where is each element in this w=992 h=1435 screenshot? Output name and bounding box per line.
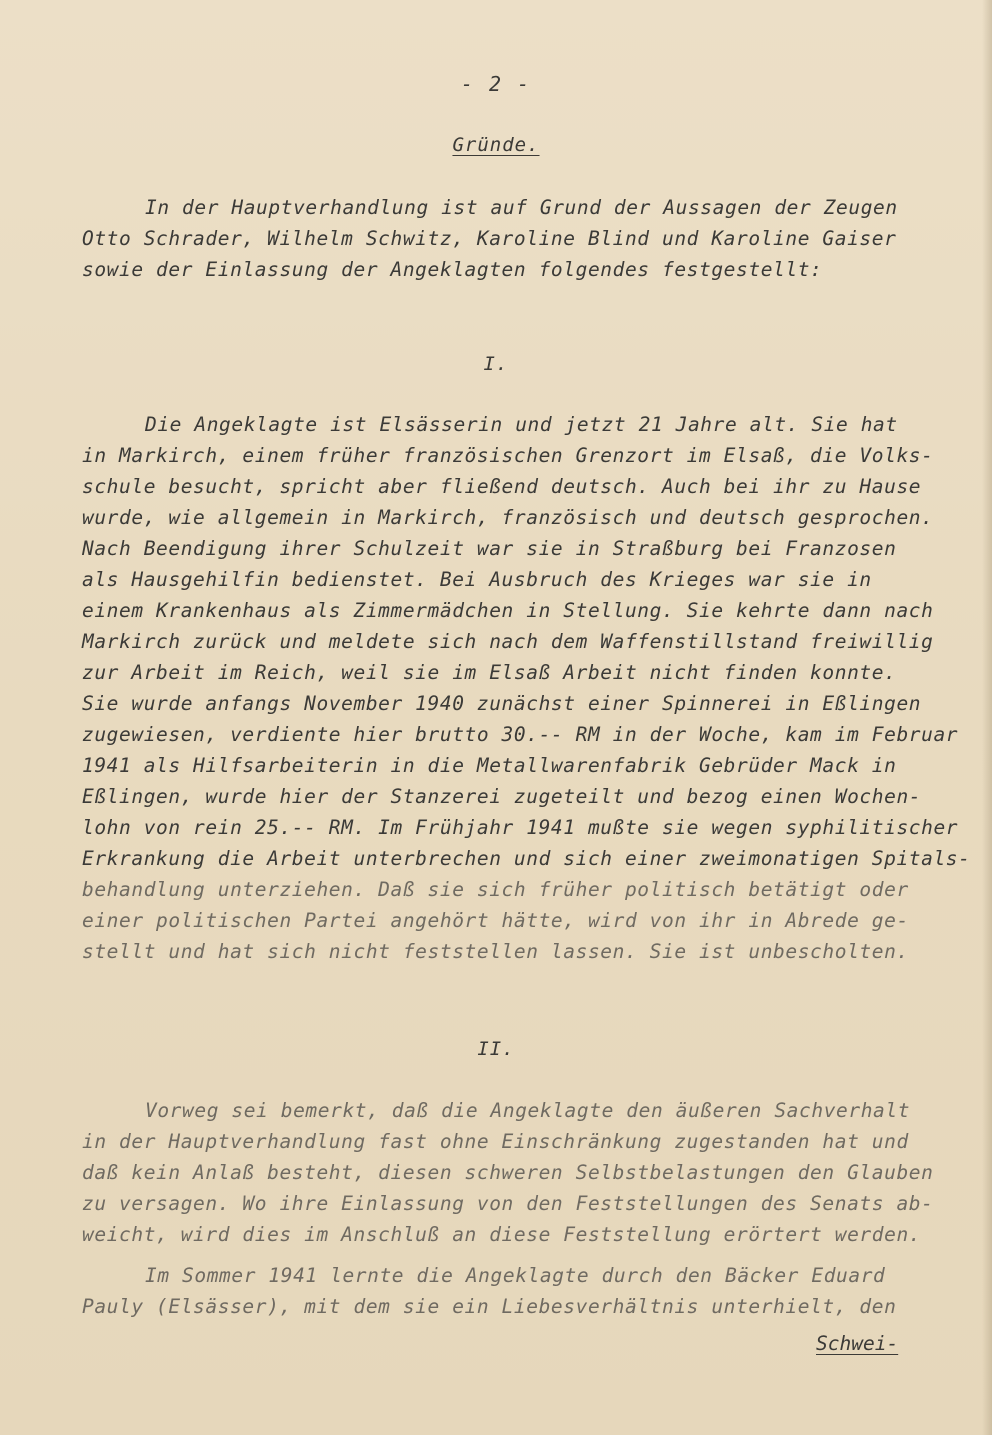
section2-line: Im Sommer 1941 lernte die Angeklagte durch den Bäcker Eduard [145, 1264, 886, 1287]
section1-line: in Markirch, einem früher französischen Grenzort im Elsaß, die Volks- [82, 444, 934, 467]
section2-line: daß kein Anlaß besteht, diesen schweren Selbstbelastungen den Glauben [82, 1161, 934, 1184]
section1-line: behandlung unterziehen. Daß sie sich früher politisch betätigt oder [82, 878, 909, 901]
section1-line: stellt und hat sich nicht feststellen lassen. Sie ist unbescholten. [82, 940, 909, 963]
section-heading-2: II. [477, 1038, 515, 1060]
section1-line: Sie wurde anfangs November 1940 zunächst einer Spinnerei in Eßlingen [82, 692, 922, 715]
section1-line: Erkrankung die Arbeit unterbrechen und sich einer zweimonatigen Spitals- [82, 847, 971, 870]
section1-line: Nach Beendigung ihrer Schulzeit war sie in Straßburg bei Franzosen [82, 537, 897, 560]
section1-line: Die Angeklagte ist Elsässerin und jetzt 21 Jahre alt. Sie hat [145, 413, 898, 436]
catchword: Schwei- [816, 1332, 899, 1355]
section2-line: Pauly (Elsässer), mit dem sie ein Liebesverhältnis unterhielt, den [82, 1295, 897, 1318]
section1-line: wurde, wie allgemein in Markirch, französisch und deutsch gesprochen. [82, 506, 934, 529]
section1-line: Markirch zurück und meldete sich nach dem Waffenstillstand freiwillig [82, 630, 934, 653]
page-number: - 2 - [460, 72, 532, 96]
section1-line: Eßlingen, wurde hier der Stanzerei zugeteilt und bezog einen Wochen- [82, 785, 922, 808]
intro-line: In der Hauptverhandlung ist auf Grund der Aussagen der Zeugen [145, 196, 898, 219]
section1-line: 1941 als Hilfsarbeiterin in die Metallwarenfabrik Gebrüder Mack in [82, 754, 897, 777]
section1-line: einer politischen Partei angehört hätte, wird von ihr in Abrede ge- [82, 909, 909, 932]
section1-line: lohn von rein 25.-- RM. Im Frühjahr 1941 mußte sie wegen syphilitischer [82, 816, 959, 839]
paper-edge-shadow [982, 0, 992, 1435]
section-heading-1: I. [483, 353, 509, 375]
section2-line: zu versagen. Wo ihre Einlassung von den Feststellungen des Senats ab- [82, 1192, 934, 1215]
section1-line: schule besucht, spricht aber fließend deutsch. Auch bei ihr zu Hause [82, 475, 922, 498]
section1-line: zugewiesen, verdiente hier brutto 30.-- RM in der Woche, kam im Februar [82, 723, 959, 746]
section2-line: Vorweg sei bemerkt, daß die Angeklagte den äußeren Sachverhalt [145, 1099, 911, 1122]
section1-line: als Hausgehilfin bedienstet. Bei Ausbruch des Krieges war sie in [82, 568, 872, 591]
heading-gruende: Gründe. [452, 134, 540, 156]
intro-line: sowie der Einlassung der Angeklagten folgendes festgestellt: [82, 258, 823, 281]
section2-line: in der Hauptverhandlung fast ohne Einschränkung zugestanden hat und [82, 1130, 909, 1153]
section1-line: zur Arbeit im Reich, weil sie im Elsaß Arbeit nicht finden konnte. [82, 661, 897, 684]
section2-line: weicht, wird dies im Anschluß an diese Feststellung erörtert werden. [82, 1223, 922, 1246]
section1-line: einem Krankenhaus als Zimmermädchen in Stellung. Sie kehrte dann nach [82, 599, 934, 622]
intro-line: Otto Schrader, Wilhelm Schwitz, Karoline Blind und Karoline Gaiser [82, 227, 897, 250]
